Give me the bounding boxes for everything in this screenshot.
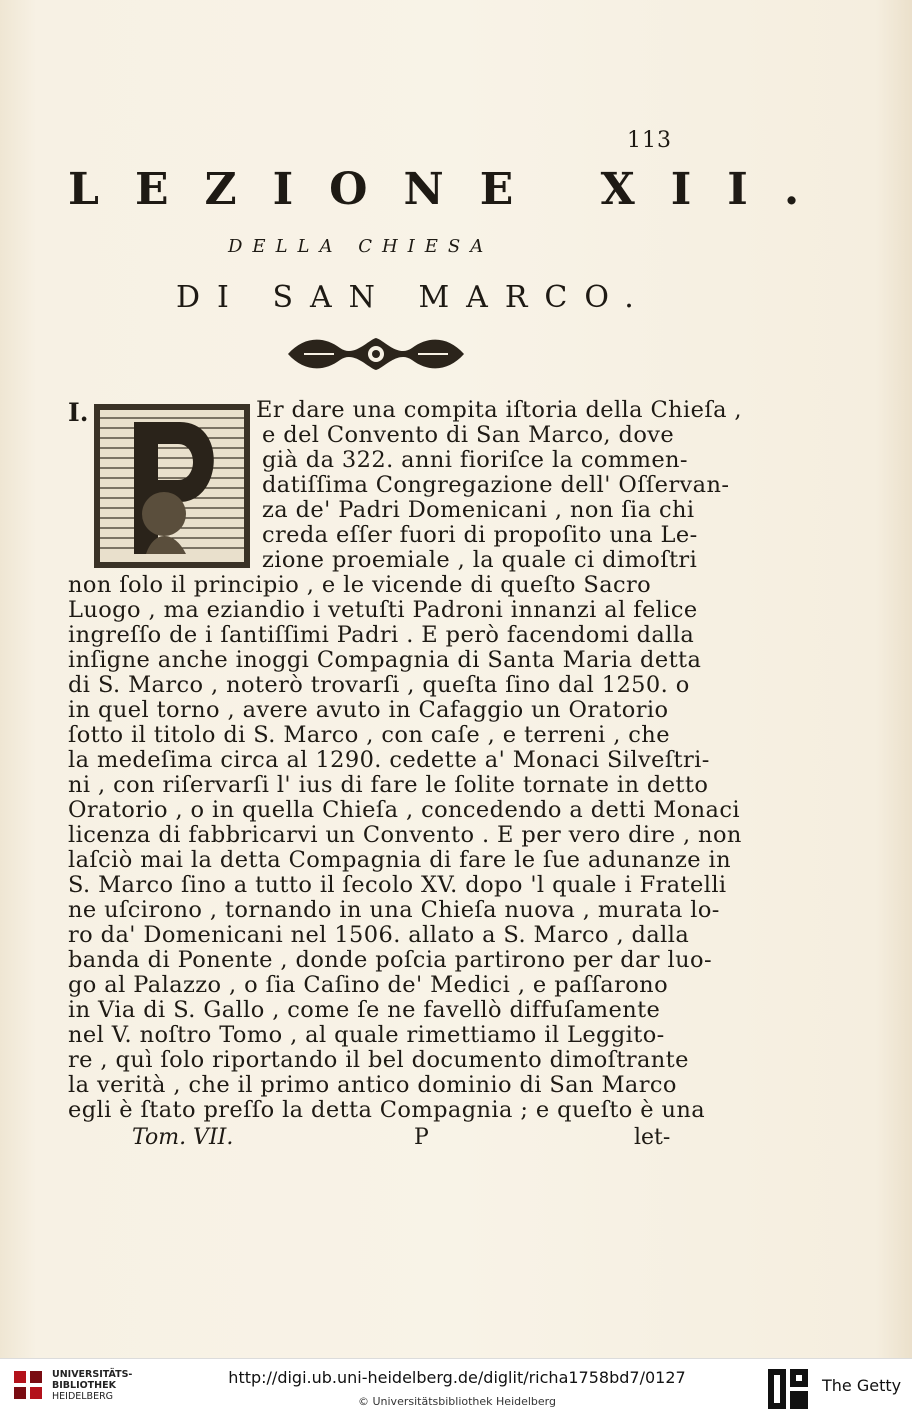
getty-logo-icon[interactable] xyxy=(766,1367,810,1411)
body-line: in quel torno , avere avuto in Cafaggio un Oratorio xyxy=(68,697,669,723)
body-line: ro da' Domenicani nel 1506. allato a S. Marco , dalla xyxy=(68,922,690,948)
body-line: di S. Marco , noterò trovarſi , queſta ſino dal 1250. o xyxy=(68,672,690,698)
footer-signature: P xyxy=(414,1125,429,1150)
body-line: Luogo , ma eziandio i vetuſti Padroni innanzi al felice xyxy=(68,597,698,623)
body-line: la verità , che il primo antico dominio di San Marco xyxy=(68,1072,677,1098)
body-line: datiſſima Congregazione dell' Oſſervan- xyxy=(262,472,730,498)
body-line: egli è ſtato preſſo la detta Compagnia ; e queſto è una xyxy=(68,1097,706,1123)
section-number: I. xyxy=(68,398,89,427)
body-line: ne uſcirono , tornando in una Chieſa nuova , murata lo- xyxy=(68,897,720,923)
page-number: 113 xyxy=(627,128,672,153)
body-line: Oratorio , o in quella Chieſa , concedendo a detti Monaci xyxy=(68,797,740,823)
body-line: za de' Padri Domenicani , non ſia chi xyxy=(262,497,695,523)
permalink-url[interactable]: http://digi.ub.uni-heidelberg.de/diglit/richa1758bd7/0127 xyxy=(228,1368,686,1387)
library-name xyxy=(52,1369,132,1402)
body-line: re , quì ſolo riportando il bel documento dimoſtrante xyxy=(68,1047,689,1073)
body-line: creda eſſer fuori di propoſito una Le- xyxy=(262,522,698,548)
viewer-footer-bar xyxy=(0,1358,912,1420)
body-line: inſigne anche inoggi Compagnia di Santa Maria detta xyxy=(68,647,702,673)
body-line: la medeſima circa al 1290. cedette a' Monaci Silveſtri- xyxy=(68,747,710,773)
body-line: già da 322. anni fioriſce la commen- xyxy=(262,447,688,473)
body-line: non ſolo il principio , e le vicende di queſto Sacro xyxy=(68,572,652,598)
chapter-subtitle-1: DELLA CHIESA xyxy=(228,236,494,257)
body-line: zione proemiale , la quale ci dimoſtri xyxy=(262,547,698,573)
body-line: licenza di fabbricarvi un Convento . E per vero dire , non xyxy=(68,822,742,848)
footer-volume: Tom. VII. xyxy=(132,1125,234,1150)
partner-name: The Getty xyxy=(822,1376,902,1395)
library-name-line: UNIVERSITÄTS- xyxy=(52,1369,133,1380)
university-library-logo-icon[interactable] xyxy=(10,1367,46,1403)
body-line: ingreſſo de i ſantiſſimi Padri . E però facendomi dalla xyxy=(68,622,695,648)
chapter-subtitle-2: DI SAN MARCO. xyxy=(176,280,651,315)
body-line: ſotto il titolo di S. Marco , con caſe , e terreni , che xyxy=(68,722,670,748)
body-line: banda di Ponente , donde poſcia partirono per dar luo- xyxy=(68,947,712,973)
footer-catchword: let- xyxy=(634,1125,671,1150)
decorated-initial-icon xyxy=(94,404,250,568)
ornament-icon xyxy=(284,332,468,376)
copyright-notice: © Universitätsbibliothek Heidelberg xyxy=(357,1395,556,1408)
body-line: S. Marco ſino a tutto il ſecolo XV. dopo 'l quale i Fratelli xyxy=(68,872,727,898)
body-line: nel V. noſtro Tomo , al quale rimettiamo il Leggito- xyxy=(68,1022,665,1048)
body-line: e del Convento di San Marco, dove xyxy=(262,422,675,448)
body-line: go al Palazzo , o ſia Caſino de' Medici , e paſſarono xyxy=(68,972,669,998)
body-line: ni , con riſervarſi l' ius di fare le ſolite tornate in detto xyxy=(68,772,709,798)
library-name-line: HEIDELBERG xyxy=(52,1391,114,1402)
body-line: in Via di S. Gallo , come ſe ne favellò diffuſamente xyxy=(68,997,661,1023)
library-name-line: BIBLIOTHEK xyxy=(52,1380,116,1391)
body-line: laſciò mai la detta Compagnia di fare le ſue adunanze in xyxy=(68,847,732,873)
body-line: Er dare una compita iſtoria della Chieſa , xyxy=(256,397,742,423)
chapter-heading: LEZIONE XII. xyxy=(68,164,836,215)
